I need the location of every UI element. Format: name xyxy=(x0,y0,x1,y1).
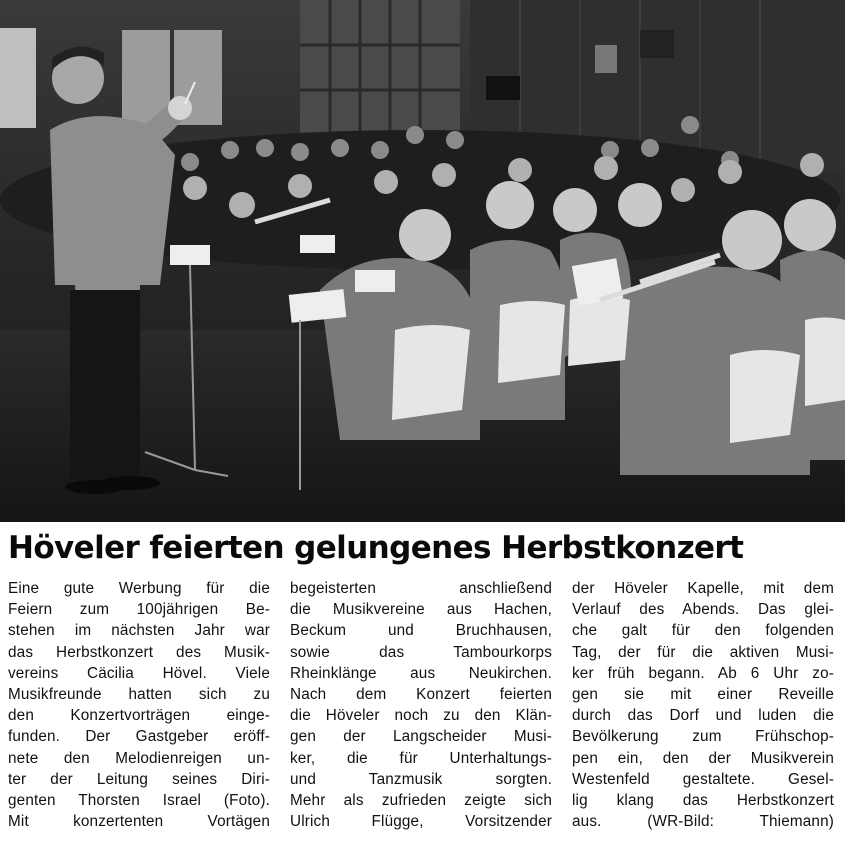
text-line: Mehr als zufrieden zeigte sich xyxy=(290,791,552,809)
text-line: gen sie mit einer Reveille xyxy=(572,685,834,703)
text-line: nete den Melodienreigen un- xyxy=(8,749,270,767)
text-line: die Höveler noch zu den Klän- xyxy=(290,707,552,725)
text-line: Mit konzertenten Vortägen xyxy=(8,813,270,831)
text-line: und Tanzmusik sorgten. xyxy=(290,770,552,788)
text-line: ker früh begann. Ab 6 Uhr zo- xyxy=(572,664,834,682)
text-line: vereins Cäcilia Hövel. Viele xyxy=(8,664,270,682)
text-line: durch das Dorf und luden die xyxy=(572,707,834,725)
text-line: begeisterten anschließend xyxy=(290,580,552,597)
text-line: Verlauf des Abends. Das glei- xyxy=(572,601,834,619)
article-column-1 xyxy=(8,578,270,840)
text-line: genten Thorsten Israel (Foto). xyxy=(8,791,270,809)
text-line: Bevölkerung zum Frühschop- xyxy=(572,728,834,746)
text-line: das Herbstkonzert des Musik- xyxy=(8,643,270,661)
text-line: Tag, der für die aktiven Musi- xyxy=(572,643,834,661)
text-line: pen ein, den der Musikverein xyxy=(572,749,834,767)
text-line: gen der Langscheider Musi- xyxy=(290,728,552,746)
text-line: Eine gute Werbung für die xyxy=(8,580,270,597)
text-line: Rheinklänge aus Neukirchen. xyxy=(290,664,552,682)
text-line: Westenfeld gestaltete. Gesel- xyxy=(572,770,834,788)
text-line: lig klang das Herbstkonzert xyxy=(572,791,834,809)
text-line: Nach dem Konzert feierten xyxy=(290,685,552,703)
text-line: Beckum und Bruchhausen, xyxy=(290,622,552,640)
article-column-2 xyxy=(290,578,552,840)
text-line: stehen im nächsten Jahr war xyxy=(8,622,270,640)
text-line: der Höveler Kapelle, mit dem xyxy=(572,580,834,597)
text-line: Ulrich Flügge, Vorsitzender xyxy=(290,813,552,831)
text-line: Feiern zum 100jährigen Be- xyxy=(8,601,270,619)
text-line: ter der Leitung seines Diri- xyxy=(8,770,270,788)
text-line: Musikfreunde hatten sich zu xyxy=(8,685,270,703)
text-line: sowie das Tambourkorps xyxy=(290,643,552,661)
text-line: aus. (WR-Bild: Thiemann) xyxy=(572,813,834,831)
text-line: ker, die für Unterhaltungs- xyxy=(290,749,552,767)
text-line: che galt für den folgenden xyxy=(572,622,834,640)
text-line: die Musikvereine aus Hachen, xyxy=(290,601,552,619)
article-column-3 xyxy=(572,578,834,840)
text-line: den Konzertvorträgen einge- xyxy=(8,707,270,725)
article-headline: Höveler feierten gelungenes Herbstkonzert xyxy=(8,530,744,566)
text-line: funden. Der Gastgeber eröff- xyxy=(8,728,270,746)
